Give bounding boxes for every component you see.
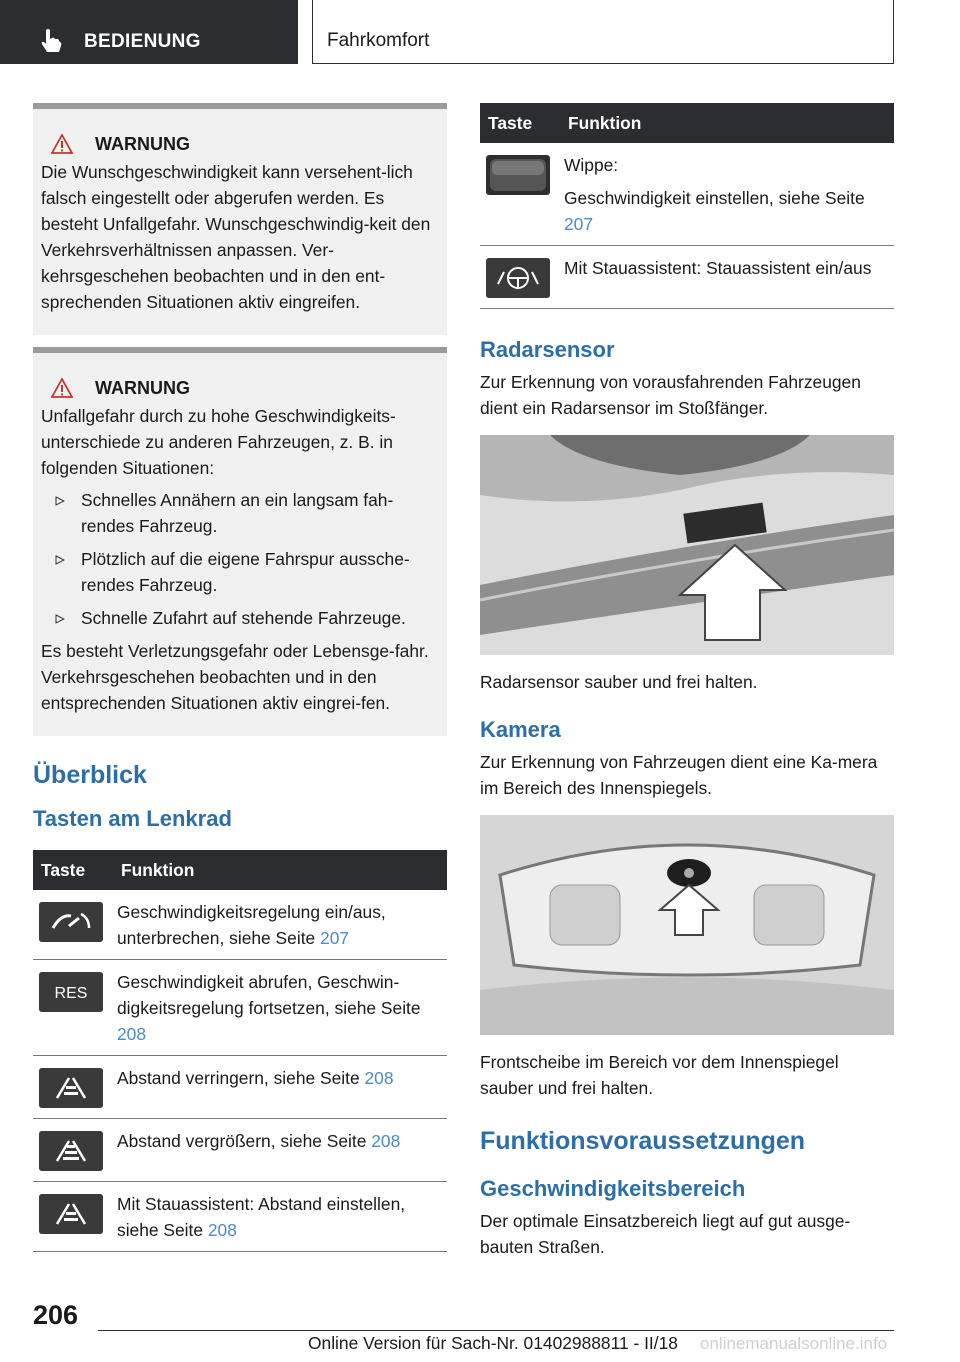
rocker-keys-table [480,103,894,309]
warning-title: WARNUNG [95,134,190,154]
chapter-title: Fahrkomfort [327,30,430,51]
radar-heading: Radarsensor [480,337,615,362]
footer-divider [98,1330,894,1331]
svg-text:RES: RES [54,985,88,1002]
hand-pointer-icon [40,28,62,54]
overview-heading: Überblick [33,761,147,789]
list-item: Schnelle Zufahrt auf stehende Fahrzeuge. [41,605,437,631]
traffic-jam-assistant-icon [486,258,550,298]
page-reference-link[interactable]: 208 [364,1068,394,1088]
steering-keys-heading: Tasten am Lenkrad [33,806,232,831]
page-reference-link[interactable]: 207 [320,928,350,948]
table-row: Geschwindigkeitsregelung ein/aus, unterbrechen, siehe Seite 207 [33,890,447,960]
camera-caption: Frontscheibe im Bereich vor dem Innenspiegel sauber und frei halten. [480,1052,839,1098]
distance-set-icon [39,1194,103,1234]
left-column [33,103,447,1252]
right-column [480,103,894,1260]
camera-heading: Kamera [480,717,561,742]
table-header-function: Funktion [560,103,894,143]
table-row: Mit Stauassistent: Abstand einstellen, siehe Seite 208 [33,1182,447,1252]
page-reference-link[interactable]: 207 [564,214,594,234]
warning-triangle-icon [51,378,73,398]
table-header-key: Taste [480,103,560,143]
speed-range-text: Der optimale Einsatzbereich liegt auf gut ausge-bauten Straßen. [480,1211,851,1257]
online-version-text: Online Version für Sach-Nr. 01402988811 - II/18 [308,1333,678,1353]
warning-title: WARNUNG [95,378,190,398]
chapter-box [312,0,894,64]
table-row: Wippe: Geschwindigkeit einstellen, siehe Seite 207 [480,143,894,246]
table-row: Mit Stauassistent: Stauassistent ein/aus [480,246,894,309]
page-number: 206 [33,1300,79,1330]
steering-keys-table [33,850,447,1252]
radar-text: Zur Erkennung von vorausfahrenden Fahrzeugen dient ein Radarsensor im Stoßfänger. [480,372,861,418]
requirements-heading: Funktionsvoraussetzungen [480,1127,806,1155]
warning-intro: Unfallgefahr durch zu hohe Geschwindigkeits-unterschiede zu anderen Fahrzeugen, z. B. in folgenden Situationen: [41,406,396,478]
rocker-switch-icon [486,155,550,195]
warning-bullet-list [41,487,437,631]
table-row: Abstand verringern, siehe Seite 208 [33,1056,447,1119]
bullet-triangle-icon [55,496,65,506]
distance-increase-icon [39,1131,103,1171]
bullet-triangle-icon [55,555,65,565]
table-header-function: Funktion [113,850,447,890]
section-tab-label: BEDIENUNG [84,31,201,52]
camera-text: Zur Erkennung von Fahrzeugen dient eine Ka-mera im Bereich des Innenspiegels. [480,752,878,798]
table-row: RES Geschwindigkeit abrufen, Geschwin-digkeitsregelung fortsetzen, siehe Seite 208 [33,960,447,1056]
warning-outro: Es besteht Verletzungsgefahr oder Lebensge-fahr. Verkehrsgeschehen beobachten und in den entsprechenden Situationen aktiv eingrei-fen. [41,641,429,713]
warning-text: Die Wunschgeschwindigkeit kann versehent-lich falsch eingestellt oder abgerufen werden. Es besteht Unfallgefahr. Wunschgeschwindig-keit den Verkehrsverhältnissen anpassen. Ver-kehrsgeschehen beobachten und in den ent-sprechenden Situationen aktiv eingreifen. [41,162,431,312]
table-row: Abstand vergrößern, siehe Seite 208 [33,1119,447,1182]
warning-box-2 [33,347,447,736]
cruise-control-icon [39,902,103,942]
table-header-key: Taste [33,850,113,890]
radar-caption: Radarsensor sauber und frei halten. [480,672,758,692]
radar-sensor-image [480,435,894,655]
list-item: Plötzlich auf die eigene Fahrspur aussche-rendes Fahrzeug. [41,546,437,598]
section-tab[interactable] [0,0,298,64]
list-item: Schnelles Annähern an ein langsam fah-rendes Fahrzeug. [41,487,437,539]
warning-box-1 [33,103,447,335]
page-reference-link[interactable]: 208 [207,1220,237,1240]
watermark: onlinemanualsonline.info [700,1334,888,1353]
distance-decrease-icon [39,1068,103,1108]
bullet-triangle-icon [55,614,65,624]
page-reference-link[interactable]: 208 [117,1024,147,1044]
page-header [0,0,960,66]
page-reference-link[interactable]: 208 [371,1131,401,1151]
warning-triangle-icon [51,134,73,154]
camera-image [480,815,894,1035]
res-icon [39,972,103,1012]
speed-range-heading: Geschwindigkeitsbereich [480,1176,746,1201]
